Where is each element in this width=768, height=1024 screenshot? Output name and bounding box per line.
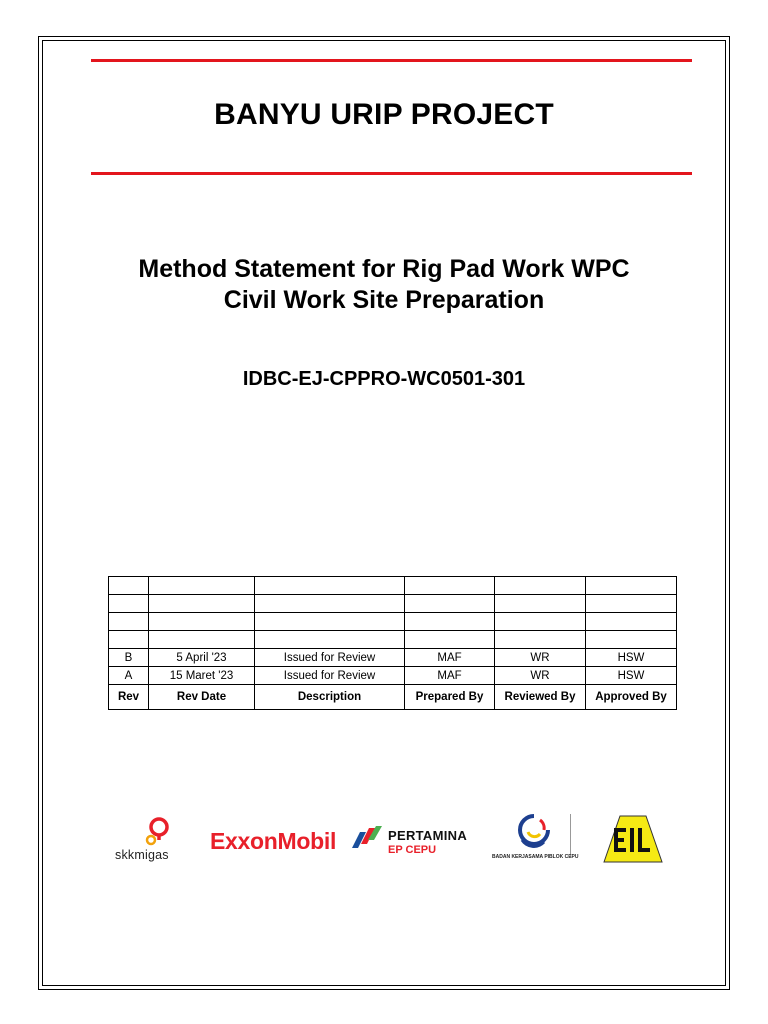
table-row (109, 595, 677, 613)
skkmigas-logo (112, 816, 192, 872)
pertamina-subtitle: EP CEPU (388, 844, 437, 856)
exxonmobil-logo (210, 828, 337, 858)
column-header-approved-by: Approved By (586, 685, 677, 710)
table-cell (586, 595, 677, 613)
column-header-reviewed-by: Reviewed By (495, 685, 586, 710)
column-header-rev: Rev (109, 685, 149, 710)
table-cell: 5 April '23 (149, 649, 255, 667)
table-cell: HSW (586, 667, 677, 685)
table-cell (255, 631, 405, 649)
table-cell (149, 595, 255, 613)
column-header-rev-date: Rev Date (149, 685, 255, 710)
table-cell (109, 577, 149, 595)
table-cell (405, 577, 495, 595)
table-row (109, 667, 677, 685)
pertamina-wordmark: PERTAMINA (388, 828, 468, 843)
table-cell (149, 577, 255, 595)
table-cell: WR (495, 649, 586, 667)
document-title (42, 254, 726, 316)
document-title-line-1: Method Statement for Rig Pad Work WPC (138, 255, 630, 283)
pertamina-arrow-icon (348, 824, 384, 852)
table-cell: MAF (405, 649, 495, 667)
table-cell (149, 613, 255, 631)
table-cell: Issued for Review (255, 649, 405, 667)
table-cell: HSW (586, 649, 677, 667)
table-row (109, 577, 677, 595)
table-cell: 15 Maret '23 (149, 667, 255, 685)
table-cell (255, 577, 405, 595)
table-cell (495, 595, 586, 613)
table-cell (109, 595, 149, 613)
table-cell (586, 631, 677, 649)
badan-kerjasama-wordmark: BADAN KERJASAMA PIBLOK CEPU (492, 854, 579, 860)
logo-separator (570, 814, 571, 856)
table-cell (405, 631, 495, 649)
project-title: BANYU URIP PROJECT (214, 98, 554, 131)
table-cell (255, 613, 405, 631)
table-cell (109, 631, 149, 649)
badan-kerjasama-logo (490, 810, 580, 868)
red-divider-top (91, 59, 692, 62)
contractor-emblem-logo (600, 812, 670, 868)
column-header-prepared-by: Prepared By (405, 685, 495, 710)
table-cell (109, 613, 149, 631)
table-cell (586, 577, 677, 595)
table-row (109, 613, 677, 631)
table-row (109, 649, 677, 667)
red-divider-bottom (91, 172, 692, 175)
table-cell (586, 613, 677, 631)
table-header-row (109, 685, 677, 710)
table-cell (255, 595, 405, 613)
contractor-emblem-icon (600, 812, 666, 866)
table-cell (495, 631, 586, 649)
table-cell: A (109, 667, 149, 685)
exxonmobil-wordmark: ExxonMobil (210, 828, 337, 854)
table-cell: WR (495, 667, 586, 685)
table-cell: Issued for Review (255, 667, 405, 685)
table-cell (495, 613, 586, 631)
sponsor-logos (100, 808, 680, 878)
skkmigas-wordmark: skkmigas (115, 848, 169, 862)
skkmigas-pin-icon (142, 816, 172, 846)
pertamina-logo (348, 822, 478, 866)
table-row (109, 631, 677, 649)
badan-kerjasama-emblem-icon (514, 810, 554, 850)
document-number: IDBC-EJ-CPPRO-WC0501-301 (242, 368, 526, 390)
revision-table (108, 576, 677, 710)
table-cell (495, 577, 586, 595)
table-cell (149, 631, 255, 649)
table-cell (405, 613, 495, 631)
column-header-description: Description (255, 685, 405, 710)
table-cell: B (109, 649, 149, 667)
document-title-line-2: Civil Work Site Preparation (223, 286, 545, 314)
table-cell (405, 595, 495, 613)
table-cell: MAF (405, 667, 495, 685)
